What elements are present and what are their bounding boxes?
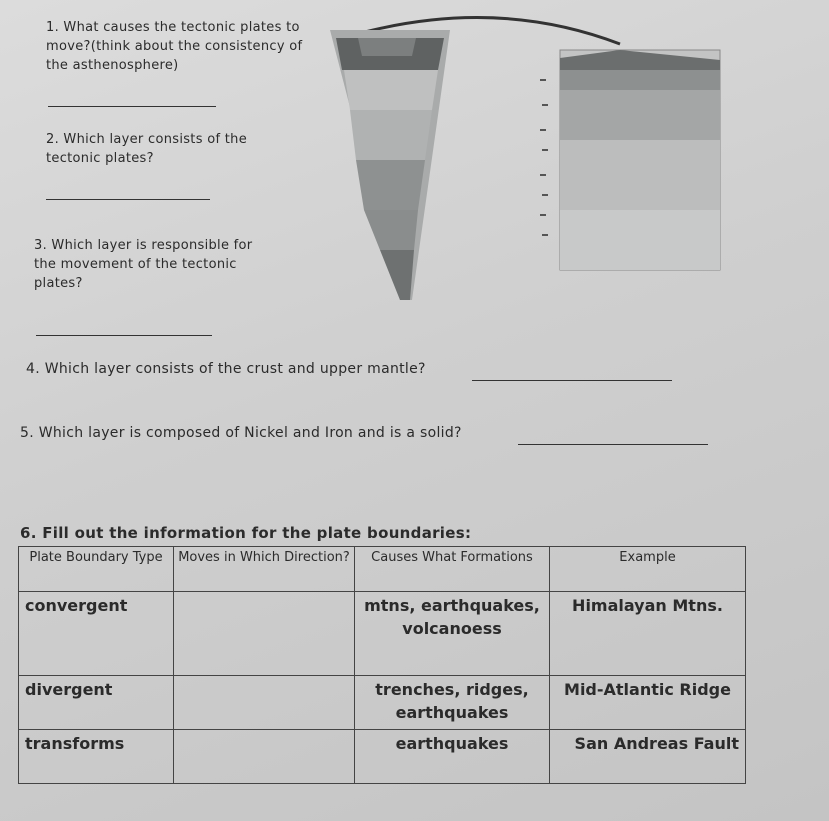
question-1: 1. What causes the tectonic plates to move?(think about the consistency of the asthenosphere) [46, 20, 303, 73]
question-2: 2. Which layer consists of the tectonic plates? [46, 132, 248, 166]
earth-layers-diagram [320, 10, 740, 300]
question-4: 4. Which layer consists of the crust and upper mantle? [26, 361, 426, 377]
question-3: 3. Which layer is responsible for the movement of the tectonic plates? [34, 238, 253, 291]
cell-direction[interactable] [174, 676, 355, 730]
answer-blank-3[interactable] [36, 335, 212, 336]
cell-direction[interactable] [174, 592, 355, 676]
cell-type: transforms [19, 730, 174, 784]
answer-blank-1[interactable] [48, 106, 216, 107]
earth-cone-slice [330, 30, 450, 300]
plate-boundaries-table [18, 546, 746, 784]
header-example: Example [550, 547, 746, 592]
table-row [19, 730, 746, 784]
answer-blank-4[interactable] [472, 380, 672, 381]
cell-example: San Andreas Fault [550, 730, 746, 784]
answer-blank-5[interactable] [518, 444, 708, 445]
header-boundary-type: Plate Boundary Type [19, 547, 174, 592]
header-direction: Moves in Which Direction? [174, 547, 355, 592]
table-header-row [19, 547, 746, 592]
question-6: 6. Fill out the information for the plate boundaries: [20, 524, 472, 542]
cell-direction[interactable] [174, 730, 355, 784]
cell-type: convergent [19, 592, 174, 676]
table-row [19, 676, 746, 730]
table-row [19, 592, 746, 676]
cell-type: divergent [19, 676, 174, 730]
layer-markers [540, 80, 548, 235]
cell-formations: earthquakes [355, 730, 550, 784]
cell-example: Himalayan Mtns. [550, 592, 746, 676]
cell-formations: trenches, ridges, earthquakes [355, 676, 550, 730]
cell-formations: mtns, earthquakes, volcanoess [355, 592, 550, 676]
zoomed-layer-block [560, 50, 720, 270]
question-5: 5. Which layer is composed of Nickel and Iron and is a solid? [20, 425, 462, 441]
cell-example: Mid-Atlantic Ridge [550, 676, 746, 730]
answer-blank-2[interactable] [46, 199, 210, 200]
header-formations: Causes What Formations [355, 547, 550, 592]
